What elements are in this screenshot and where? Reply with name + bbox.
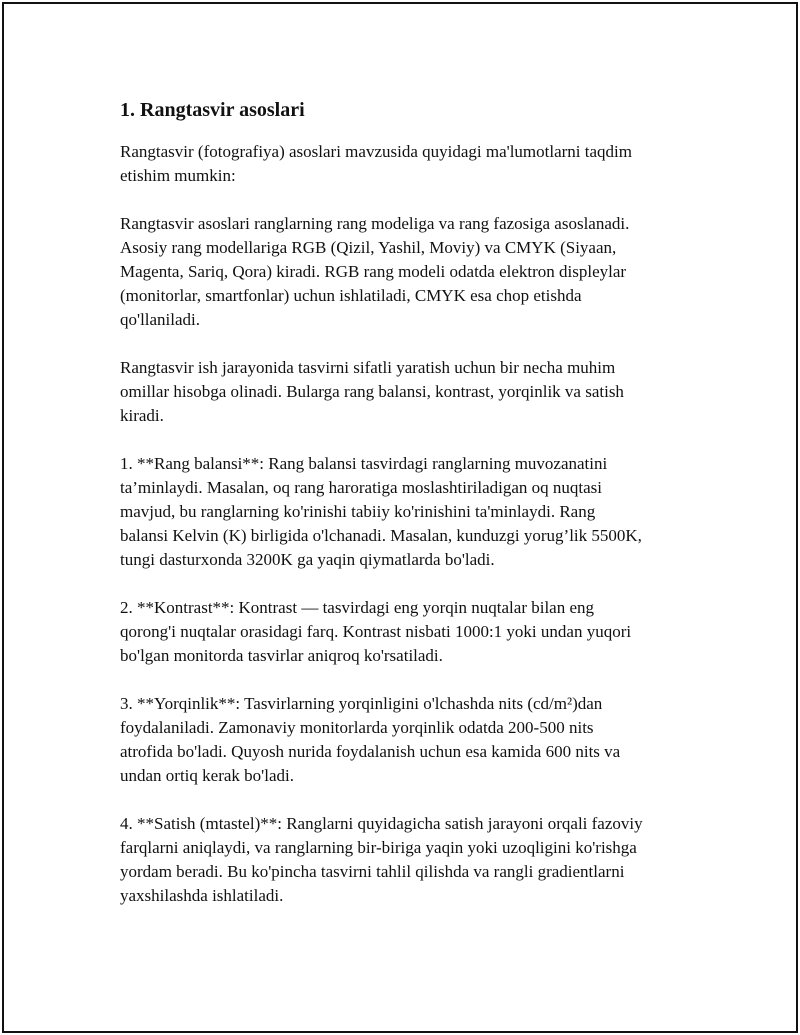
document-page — [2, 2, 798, 1033]
document-content — [120, 96, 690, 932]
paragraph-contrast: 2. **Kontrast**: Kontrast — tasvirdagi eng yorqin nuqtalar bilan eng qorong'i nuqtalar orasidagi farq. Kontrast nisbati 1000:1 yoki undan yuqori bo'lgan monitorda tasvirlar aniqroq ko'rsatiladi. — [120, 598, 632, 665]
paragraph-intro: Rangtasvir (fotografiya) asoslari mavzusida quyidagi ma'lumotlarni taqdim etishim mumkin: — [120, 142, 632, 185]
paragraph-color-models: Rangtasvir asoslari ranglarning rang modeliga va rang fazosiga asoslanadi. Asosiy rang modellariga RGB (Qizil, Yashil, Moviy) va CMYK (Siyaan, Magenta, Sariq, Qora) kiradi. RGB rang modeli odatda elektron displeylar (monitorlar, smartfonlar) uchun ishlatiladi, CMYK esa chop etishda qo'llaniladi. — [120, 214, 630, 329]
document-title: 1. Rangtasvir asoslari — [120, 99, 305, 121]
paragraph-factors: Rangtasvir ish jarayonida tasvirni sifatli yaratish uchun bir necha muhim omillar hisobga olinadi. Bularga rang balansi, kontrast, yorqinlik va satish kiradi. — [120, 358, 624, 425]
paragraph-color-balance: 1. **Rang balansi**: Rang balansi tasvirdagi ranglarning muvozanatini ta’minlaydi. Masalan, oq rang haroratiga moslashtiriladigan oq nuqtasi mavjud, bu ranglarning ko'rinishi tabiiy ko'rinishini ta'minlaydi. Rang balansi Kelvin (K) birligida o'lchanadi. Masalan, kunduzgi yorug’lik 5500K, tungi dasturxonda 3200K ga yaqin qiymatlarda bo'ladi. — [120, 454, 642, 569]
paragraph-brightness: 3. **Yorqinlik**: Tasvirlarning yorqinligini o'lchashda nits (cd/m²)dan foydalaniladi. Zamonaviy monitorlarda yorqinlik odatda 200-500 nits atrofida bo'ladi. Quyosh nurida foydalanish uchun esa kamida 600 nits va undan ortiq kerak bo'ladi. — [120, 694, 621, 785]
paragraph-saturation: 4. **Satish (mtastel)**: Ranglarni quyidagicha satish jarayoni orqali fazoviy farqlarni aniqlaydi, va ranglarning bir-biriga yaqin yoki uzoqligini ko'rishga yordam beradi. Bu ko'pincha tasvirni tahlil qilishda va rangli gradientlarni yaxshilashda ishlatiladi. — [120, 814, 643, 905]
